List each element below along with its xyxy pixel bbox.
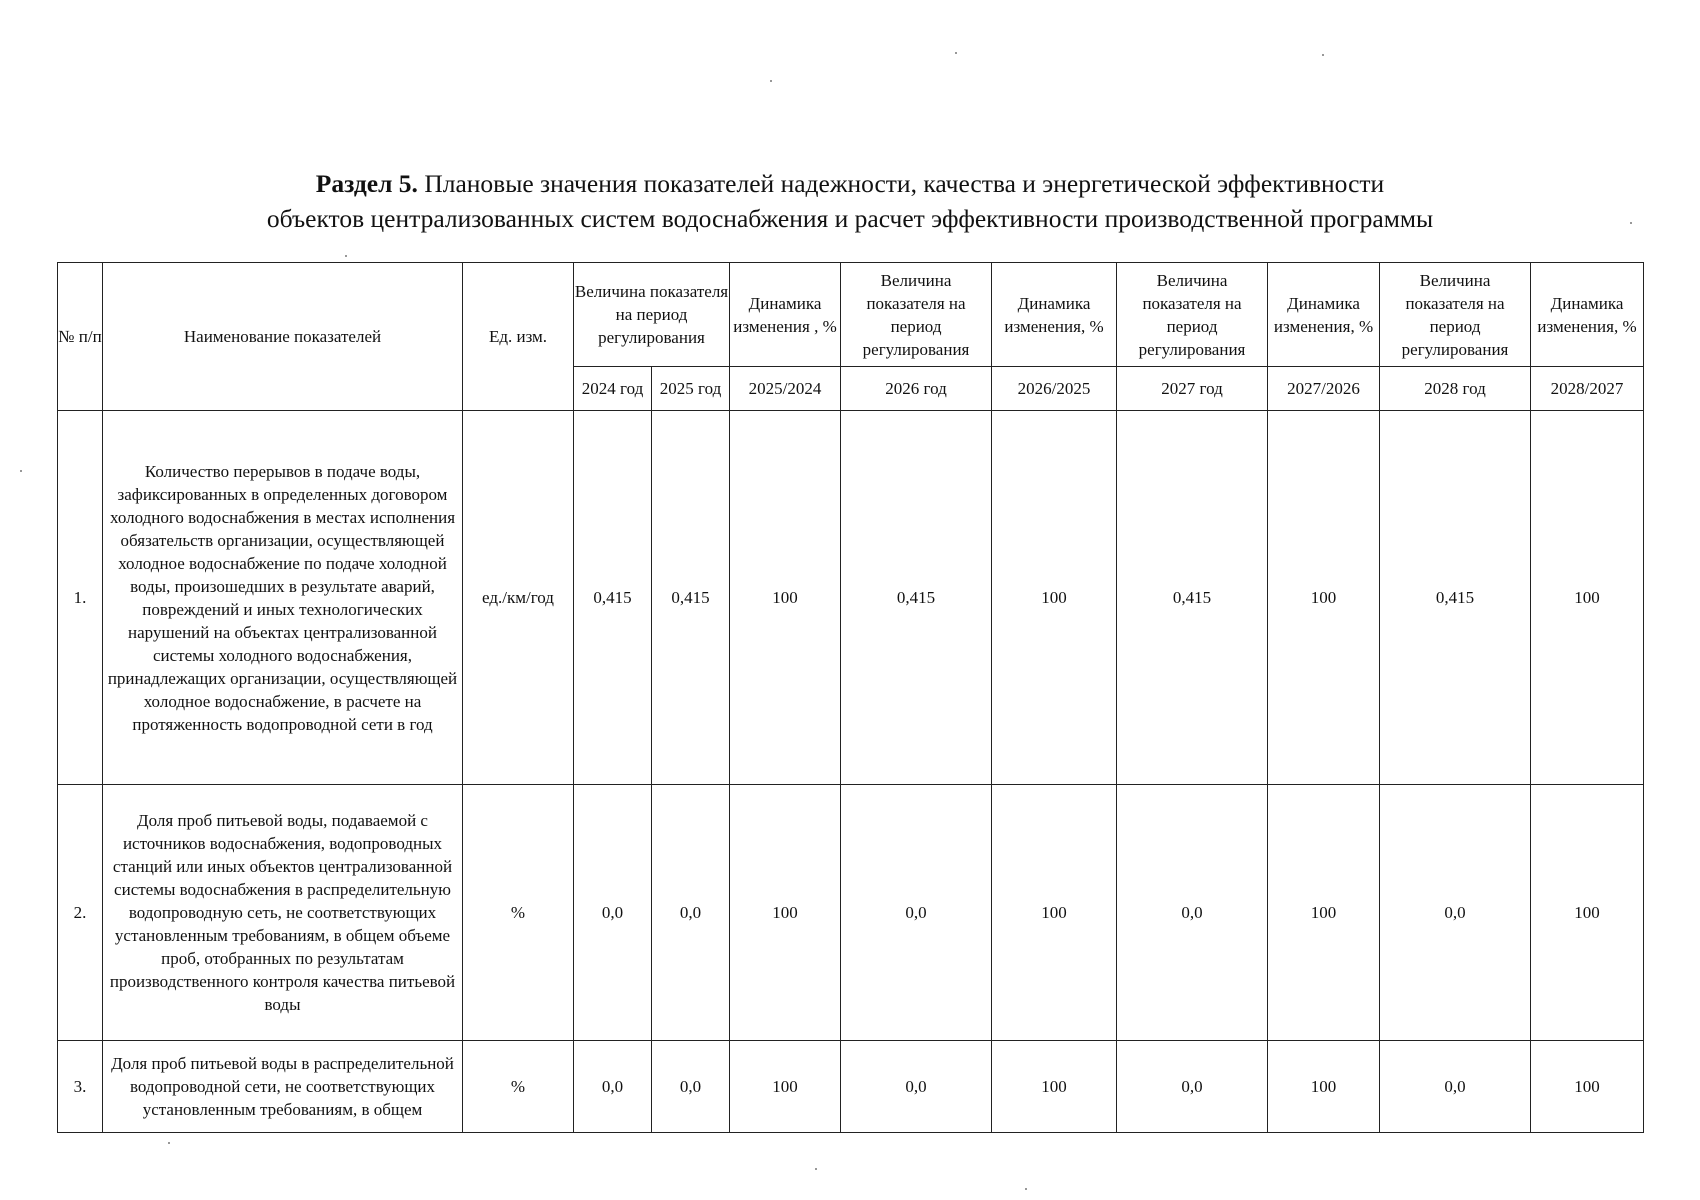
row-number: 3.	[58, 1041, 103, 1133]
dynamics-2028: 100	[1531, 785, 1644, 1041]
indicator-unit: %	[463, 785, 574, 1041]
scan-speck	[770, 80, 772, 82]
table-row	[58, 1041, 1644, 1133]
scan-speck	[1322, 54, 1324, 56]
header-row-1	[58, 263, 1644, 367]
value-2026: 0,0	[841, 1041, 992, 1133]
dynamics-2026: 100	[992, 1041, 1117, 1133]
indicator-name: Доля проб питьевой воды в распределительной водопроводной сети, не соответствующих установленным требованиям, в общем	[103, 1041, 463, 1133]
header-name: Наименование показателей	[103, 263, 463, 411]
header-year-2028: 2028 год	[1380, 367, 1531, 411]
header-ratio-2028-2027: 2028/2027	[1531, 367, 1644, 411]
indicators-table	[57, 262, 1644, 1133]
scan-speck	[815, 1168, 817, 1170]
header-value-2028: Величина показателя на период регулирования	[1380, 263, 1531, 367]
indicator-name: Количество перерывов в подаче воды, зафиксированных в определенных договором холодного водоснабжения в местах исполнения обязательств организации, осуществляющей холодное водоснабжение по подаче холодной воды, произошедших в результате аварий, повреждений и иных технологических нарушений на объектах централизованной системы холодного водоснабжения, принадлежащих организации, осуществляющей холодное водоснабжение, в расчете на протяженность водопроводной сети в год	[103, 411, 463, 785]
title-line-2: объектов централизованных систем водоснабжения и расчет эффективности производственной программы	[266, 204, 1434, 233]
header-year-2025: 2025 год	[652, 367, 730, 411]
scan-speck	[168, 1142, 170, 1144]
header-year-2026: 2026 год	[841, 367, 992, 411]
value-2026: 0,0	[841, 785, 992, 1041]
scan-speck	[345, 255, 347, 257]
indicator-name: Доля проб питьевой воды, подаваемой с источников водоснабжения, водопроводных станций или иных объектов централизованной системы водоснабжения в распределительную водопроводную сеть, не соответствующих установленным требованиям, в общем объеме проб, отобранных по результатам производственного контроля качества питьевой воды	[103, 785, 463, 1041]
value-2027: 0,0	[1117, 785, 1268, 1041]
dynamics-2025: 100	[730, 1041, 841, 1133]
dynamics-2027: 100	[1268, 411, 1380, 785]
value-2025: 0,415	[652, 411, 730, 785]
value-2028: 0,0	[1380, 785, 1531, 1041]
dynamics-2028: 100	[1531, 1041, 1644, 1133]
row-number: 1.	[58, 411, 103, 785]
title-line-1-text: Плановые значения показателей надежности, качества и энергетической эффективности	[417, 169, 1385, 198]
title-line-1	[0, 166, 1700, 201]
dynamics-2027: 100	[1268, 785, 1380, 1041]
header-year-2027: 2027 год	[1117, 367, 1268, 411]
scan-speck	[1025, 1188, 1027, 1190]
dynamics-2025: 100	[730, 785, 841, 1041]
value-2024: 0,0	[574, 785, 652, 1041]
header-ratio-2027-2026: 2027/2026	[1268, 367, 1380, 411]
table-row	[58, 411, 1644, 785]
indicator-unit: %	[463, 1041, 574, 1133]
dynamics-2026: 100	[992, 411, 1117, 785]
dynamics-2026: 100	[992, 785, 1117, 1041]
dynamics-2025: 100	[730, 411, 841, 785]
section-label: Раздел 5.	[315, 169, 418, 198]
header-value-2027: Величина показателя на период регулирования	[1117, 263, 1268, 367]
header-value-2026: Величина показателя на период регулирования	[841, 263, 992, 367]
value-2025: 0,0	[652, 1041, 730, 1133]
value-2026: 0,415	[841, 411, 992, 785]
value-2028: 0,415	[1380, 411, 1531, 785]
scan-speck	[1630, 222, 1632, 224]
header-ratio-2025-2024: 2025/2024	[730, 367, 841, 411]
header-dynamics-2026: Динамика изменения, %	[992, 263, 1117, 367]
header-year-2024: 2024 год	[574, 367, 652, 411]
indicator-unit: ед./км/год	[463, 411, 574, 785]
value-2024: 0,0	[574, 1041, 652, 1133]
header-dynamics-2028: Динамика изменения, %	[1531, 263, 1644, 367]
value-2024: 0,415	[574, 411, 652, 785]
scan-speck	[955, 52, 957, 54]
value-2025: 0,0	[652, 785, 730, 1041]
value-2027: 0,415	[1117, 411, 1268, 785]
page-title	[0, 166, 1700, 236]
row-number: 2.	[58, 785, 103, 1041]
header-num: № п/п	[58, 263, 103, 411]
header-value-2024-2025: Величина показателя на период регулирования	[574, 263, 730, 367]
header-dynamics-2025: Динамика изменения , %	[730, 263, 841, 367]
header-dynamics-2027: Динамика изменения, %	[1268, 263, 1380, 367]
value-2027: 0,0	[1117, 1041, 1268, 1133]
header-unit: Ед. изм.	[463, 263, 574, 411]
scan-speck	[20, 470, 22, 472]
header-ratio-2026-2025: 2026/2025	[992, 367, 1117, 411]
dynamics-2027: 100	[1268, 1041, 1380, 1133]
table-row	[58, 785, 1644, 1041]
value-2028: 0,0	[1380, 1041, 1531, 1133]
dynamics-2028: 100	[1531, 411, 1644, 785]
